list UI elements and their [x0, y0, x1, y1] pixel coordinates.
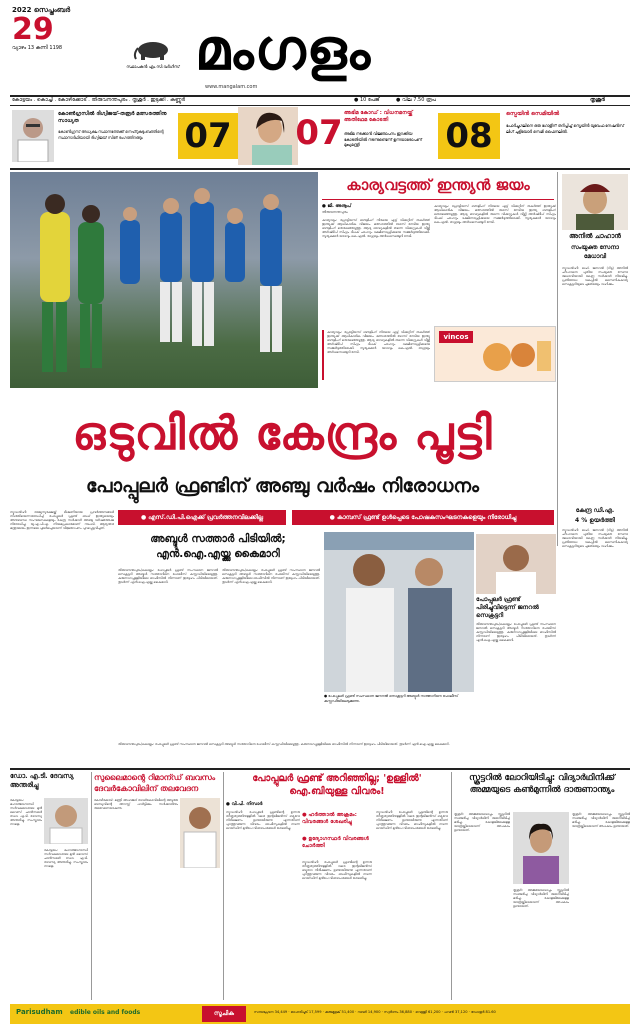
bottom-divider-3 [451, 772, 452, 1000]
lead-tag-1: ● എസ്.ഡി.പി.ഐക്ക് പ്രവർത്തനവിലക്കില്ല [118, 510, 286, 525]
general-body: ന്യൂഡൽഹി: ലഫ്. ജനറൽ (റിട്ട) അനിൽ ചൗഹാനെ പുതിയ സംയുക്ത സേനാ മേധാവിയായി കേന്ദ്ര സർക്കാർ നിയമിച്ചു. പ്രതിരോധ വകുപ്പിൽ സൈനികകാര്യ സെക്രട്ടറിയുടെ ചുമതലയും വഹിക്കും. [562, 266, 628, 286]
footer-index-label: സൂചിക [202, 1006, 246, 1022]
teaser-strip [10, 107, 630, 167]
editions: കോട്ടയം . കൊച്ചി . കോഴിക്കോട് . തിരുവനന്തപുരം . തൃശൂർ . ഇടുക്കി . കണ്ണൂർ [12, 97, 186, 103]
army-officer-icon [562, 174, 628, 230]
elephant-emblem-icon [133, 36, 173, 60]
general-portrait [562, 174, 628, 230]
bottom-s3-col3: ന്യൂഡൽഹി: പോപ്പുലർ ഫ്രണ്ടിന്റെ ഉന്നത നേതൃത്വത്തിനുള്ളിൽ വരെ ഇന്റലിജൻസ് ബ്യൂറോ നിരീക്ഷണം ഉണ്ടായിരുന്നു എന്നതാണ് പുറത്തുവരുന്ന വിവരം. ഓഫീസുകളിൽ നടന്ന റെയ്ഡിന് മുൻപേ വിശദാംശങ്ങൾ ശേഖരിച്ചു. [376, 810, 448, 830]
footer-tagline: edible oils and foods [70, 1009, 141, 1016]
politician-icon [180, 798, 220, 868]
sports-body-col2: കാര്യവട്ടം: പ്രോട്ടിയസ് ബൗളിംഗ് നിരയെ എട്ട് വിക്കറ്റിന് തകർത്ത് ഇന്ത്യക്ക് ആധികാരിക വിജയം. മത്സരത്തിൽ ടോസ് നേടിയ ഇന്ത്യ ബൗളിംഗ് തെരഞ്ഞെടുത്തു. ആദ്യ ഓവറുകളിൽ തന്നെ വിക്കറ്റുകൾ വീഴ്ത്തി അർഷ്ദീപ് സിംഗും ദീപക് ചാഹറും ദക്ഷിണാഫ്രിക്കയെ സമ്മർദ്ദത്തിലാക്കി. സൂര്യകുമാർ യാദവും കെ.എൽ. രാഹുലും അർധസെഞ്ചുറി നേടി. [434, 204, 556, 224]
sports-pullquote: കാര്യവട്ടം: പ്രോട്ടിയസ് ബൗളിംഗ് നിരയെ എട്ട് വിക്കറ്റിന് തകർത്ത് ഇന്ത്യക്ക് ആധികാരിക വിജയം. മത്സരത്തിൽ ടോസ് നേടിയ ഇന്ത്യ ബൗളിംഗ് തെരഞ്ഞെടുത്തു. ആദ്യ ഓവറുകളിൽ തന്നെ വിക്കറ്റുകൾ വീഴ്ത്തി അർഷ്ദീപ് സിംഗും ദീപക് ചാഹറും ദക്ഷിണാഫ്രിക്കയെ സമ്മർദ്ദത്തിലാക്കി. സൂര്യകുമാർ യാദവും കെ.എൽ. രാഹുലും അർധസെഞ്ചുറി നേടി. [322, 330, 430, 380]
arrest-photo [324, 532, 474, 692]
teaser-rule [10, 168, 630, 170]
column-divider [557, 172, 558, 546]
elderly-man-icon [44, 798, 88, 844]
teaser-3-page[interactable]: 08 [438, 113, 500, 159]
story2-continuation: തിരുവനന്തപുരം/കൊല്ലം: പോപ്പുലർ ഫ്രണ്ട് സംസ്ഥാന ജനറൽ സെക്രട്ടറി അബ്ദുൾ സത്താറിനെ പോലീസ് കസ്റ്റഡിയിലെടുത്തു. കരുനാഗപ്പള്ളിയിലെ ഓഫീസിൽ നിന്നാണ് ഇദ്ദേഹം പിടിയിലായത്. തുടർന്ന് എൻ.ഐ.എയ്ക്കു കൈമാറി. [118, 742, 450, 746]
bottom-rule [10, 768, 630, 770]
story2-col3: തിരുവനന്തപുരം/കൊല്ലം: പോപ്പുലർ ഫ്രണ്ട് സംസ്ഥാന ജനറൽ സെക്രട്ടറി അബ്ദുൾ സത്താറിനെ പോലീസ് കസ്റ്റഡിയിലെടുത്തു. കരുനാഗപ്പള്ളിയിലെ ഓഫീസിൽ നിന്നാണ് ഇദ്ദേഹം പിടിയിലായത്. തുടർന്ന് എൻ.ഐ.എയ്ക്കു കൈമാറി. [476, 622, 556, 642]
arrest-caption: ● പോപ്പുലർ ഫ്രണ്ട് സംസ്ഥാന ജനറൽ സെക്രട്ടറി അബ്ദുൾ സത്താറിനെ പോലീസ് കസ്റ്റഡിയിലെടുക്കുന്നു. [324, 694, 459, 703]
story2-col2: തിരുവനന്തപുരം/കൊല്ലം: പോപ്പുലർ ഫ്രണ്ട് സംസ്ഥാന ജനറൽ സെക്രട്ടറി അബ്ദുൾ സത്താറിനെ പോലീസ് കസ്റ്റഡിയിലെടുത്തു. കരുനാഗപ്പള്ളിയിലെ ഓഫീസിൽ നിന്നാണ് ഇദ്ദേഹം പിടിയിലായത്. തുടർന്ന് എൻ.ഐ.എയ്ക്കു കൈമാറി. [222, 568, 320, 584]
bottom-s1-body-2: കോട്ടയം: മഹാത്മാഗാന്ധി സർവകലാശാല മുൻ വൈസ് ചാൻസലർ ഡോ. എ.ടി. ദേവസ്യ അന്തരിച്ചു. സംസ്കാരം നാളെ. [44, 848, 88, 868]
teaser-2-page[interactable]: 07 [295, 113, 343, 153]
emblem-caption: സ്ഥാപകൻ എം.സി.വർഗീസ് [126, 64, 180, 69]
page-count: ● 10 പേജ് [354, 97, 380, 103]
sports-rule [322, 199, 554, 200]
bottom-divider-1 [91, 772, 92, 1000]
sattar-portrait [476, 534, 556, 594]
date-day: 29 [12, 12, 54, 47]
teaser-1-sub: കോൺഗ്രസ് അധ്യക്ഷ സ്ഥാനത്തേക്ക് നെഹ്റുകുടുംബത്തിന്റെ സ്ഥാനാർഥിയായി ദിഗ്വിജയ് സിങ് രംഗത്തിറങ്ങും [58, 129, 164, 140]
story2-headline[interactable]: അബ്ദുൾ സത്താർ പിടിയിൽ; എൻ.ഐ.എയ്ക്കു കൈമാറി [150, 533, 286, 560]
price: ● വില 7.50 രൂപ [396, 97, 436, 103]
accident-photo [513, 812, 569, 884]
da-sub: 4 % ഉയർത്തി [575, 517, 615, 524]
edition-rule [10, 105, 630, 106]
date-block [12, 6, 92, 51]
bottom-s3-byline: ● വി.പി. നിസാർ [226, 802, 263, 807]
bottom-s4-col1: തൃശൂർ: അമ്മയോടൊപ്പം സ്കൂട്ടറിൽ സഞ്ചരിച്ച വിദ്യാർഥിനി ലോറിയിടിച്ച് മരിച്ചു. കോളജിലേക്കുള്ള യാത്രയ്ക്കിടെയാണ് അപകടം ഉണ്ടായത്. [454, 812, 510, 832]
cricket-photo [10, 172, 318, 388]
bottom-s4-col3: തൃശൂർ: അമ്മയോടൊപ്പം സ്കൂട്ടറിൽ സഞ്ചരിച്ച വിദ്യാർഥിനി ലോറിയിടിച്ച് മരിച്ചു. കോളജിലേക്കുള്ള യാത്രയ്ക്കിടെയാണ് അപകടം ഉണ്ടായത്. [572, 812, 630, 828]
general-role: സംയുക്ത സേനാ മേധാവി [571, 244, 619, 260]
people-crowd-icon [324, 532, 474, 692]
bottom-divider-2 [223, 772, 224, 1000]
ad-brand: vincos [439, 331, 473, 343]
general-name[interactable]: അനിൽ ചാഹാൻ [569, 232, 621, 240]
teaser-1-head[interactable]: കോൺഗ്രസിൽ ദിഗ്വിജയ്-തരൂർ മത്സരത്തിനു സാധ്യത [58, 111, 167, 124]
bottom-s3-col1: ന്യൂഡൽഹി: പോപ്പുലർ ഫ്രണ്ടിന്റെ ഉന്നത നേതൃത്വത്തിനുള്ളിൽ വരെ ഇന്റലിജൻസ് ബ്യൂറോ നിരീക്ഷണം ഉണ്ടായിരുന്നു എന്നതാണ് പുറത്തുവരുന്ന വിവരം. ഓഫീസുകളിൽ നടന്ന റെയ്ഡിന് മുൻപേ വിശദാംശങ്ങൾ ശേഖരിച്ചു. [226, 810, 300, 830]
food-products-icon [479, 333, 553, 379]
bottom-s3-col2: ന്യൂഡൽഹി: പോപ്പുലർ ഫ്രണ്ടിന്റെ ഉന്നത നേതൃത്വത്തിനുള്ളിൽ വരെ ഇന്റലിജൻസ് ബ്യൂറോ നിരീക്ഷണം ഉണ്ടായിരുന്നു എന്നതാണ് പുറത്തുവരുന്ന വിവരം. ഓഫീസുകളിൽ നടന്ന റെയ്ഡിന് മുൻപേ വിശദാംശങ്ങൾ ശേഖരിച്ചു. [302, 860, 372, 880]
bottom-s3-pull2: ● ഉദ്യോഗസ്ഥർ വിവരങ്ങൾ ചോർത്തി [302, 836, 369, 849]
sports-body-col1: കാര്യവട്ടം: പ്രോട്ടിയസ് ബൗളിംഗ് നിരയെ എട്ട് വിക്കറ്റിന് തകർത്ത് ഇന്ത്യക്ക് ആധികാരിക വിജയം. മത്സരത്തിൽ ടോസ് നേടിയ ഇന്ത്യ ബൗളിംഗ് തെരഞ്ഞെടുത്തു. ആദ്യ ഓവറുകളിൽ തന്നെ വിക്കറ്റുകൾ വീഴ്ത്തി അർഷ്ദീപ് സിംഗും ദീപക് ചാഹറും ദക്ഷിണാഫ്രിക്കയെ സമ്മർദ്ദത്തിലാക്കി. സൂര്യകുമാർ യാദവും കെ.എൽ. രാഹുലും അർധസെഞ്ചുറി നേടി. [322, 218, 430, 238]
bottom-s4-col2: തൃശൂർ: അമ്മയോടൊപ്പം സ്കൂട്ടറിൽ സഞ്ചരിച്ച വിദ്യാർഥിനി ലോറിയിടിച്ച് മരിച്ചു. കോളജിലേക്കുള്ള യാത്രയ്ക്കിടെയാണ് അപകടം ഉണ്ടായത്. [513, 888, 569, 908]
story2-photo-label: പോപ്പുലർ ഫ്രണ്ട് പിരിച്ചുവിട്ടെന്ന് ജനറൽ സെക്രട്ടറി [476, 596, 539, 619]
young-woman-icon [513, 812, 569, 884]
date-month: 2022 സെപ്തംബർ [12, 6, 71, 14]
footer-brand[interactable]: Parisudham [16, 1008, 63, 1016]
story2-col1: തിരുവനന്തപുരം/കൊല്ലം: പോപ്പുലർ ഫ്രണ്ട് സംസ്ഥാന ജനറൽ സെക്രട്ടറി അബ്ദുൾ സത്താറിനെ പോലീസ് കസ്റ്റഡിയിലെടുത്തു. കരുനാഗപ്പള്ളിയിലെ ഓഫീസിൽ നിന്നാണ് ഇദ്ദേഹം പിടിയിലായത്. തുടർന്ന് എൻ.ഐ.എയ്ക്കു കൈമാറി. [118, 568, 218, 584]
bottom-s1-body: കോട്ടയം: മഹാത്മാഗാന്ധി സർവകലാശാല മുൻ വൈസ് ചാൻസലർ ഡോ. എ.ടി. ദേവസ്യ അന്തരിച്ചു. സംസ്കാരം നാളെ. [10, 798, 42, 826]
teaser-2-head[interactable]: അഭിമ കോഡ് : വിധനമനയ്ക്ക് അതിഥേമ കോടതി [344, 110, 413, 123]
bottom-s2-body: കോഴിക്കോട്: മന്ത്രി അഹമ്മദ് ദേവർകോവിലിന്റെ അടുത്ത ബന്ധുവിന്റെ അറസ്റ്റ് പാർട്ടിക്കും സർക്കാരിനും തലവേദനയാകുന്നു. [94, 798, 178, 810]
woman-portrait-icon [238, 107, 298, 165]
lead-subhead: പോപ്പുലർ ഫ്രണ്ടിന് അഞ്ചു വർഷം നിരോധനം [86, 475, 479, 497]
sports-byline-place: തിരുവനന്തപുരം [322, 210, 348, 214]
da-title[interactable]: കേന്ദ്ര ഡി.എ. [575, 507, 615, 514]
teaser-1-page[interactable]: 07 [178, 113, 238, 159]
sports-byline: ● ജി. അനൂപ് [322, 204, 352, 209]
newspaper-title: മംഗളം [195, 17, 372, 83]
bottom-s2-title[interactable]: സുലൈമാന്റെ റിമാന്ഡ് ബവസം ദേവർകോവിലിന് തലവേദന [94, 773, 216, 793]
teaser-portrait-1 [12, 110, 54, 162]
teaser-portrait-2 [238, 107, 298, 165]
bottom-s3-pull1: ● ഹർത്താൽ അക്രമം: വിവരങ്ങൾ ശേഖരിച്ചു [302, 812, 357, 825]
bottom-s4-title[interactable]: സ്കൂട്ടറിൽ ലോറിയിടിച്ചു: വിദ്യാർഥിനിക്ക് അമ്മയുടെ കൺമുന്നിൽ ദാരുണാന്ത്യം [469, 773, 615, 795]
vincos-ad[interactable] [434, 326, 556, 382]
man-portrait-icon [476, 534, 556, 594]
person-portrait-icon [12, 110, 54, 162]
cricket-players-icon [10, 172, 318, 388]
bottom-s3-title[interactable]: പോപ്പുലർ ഫ്രണ്ട് അറിഞ്ഞില്ല; 'ഉള്ളിൽ' ഐ.ബിയുള്ള വിവരം! [252, 773, 422, 797]
edition-city: തൃശൂർ [590, 97, 605, 103]
sports-headline[interactable]: കാര്യവട്ടത്ത് ഇന്ത്യൻ ജയം [346, 176, 530, 194]
minister-portrait [180, 798, 220, 868]
website[interactable]: www.mangalam.com [205, 84, 258, 90]
devasia-portrait [44, 798, 88, 844]
footer-bar [10, 1004, 630, 1024]
teaser-3-sub: പോർച്ചുഗലിനെ ഒരു ഗോളിന് തറിപ്പിച്ച് സ്പെയിൻ യുവേഫ നേഷൻസ് ലീഗ് ചുട്ടിയോർ സെമി ഫൈനലിൽ. [506, 123, 625, 134]
teaser-3-head[interactable]: സ്പെയിൻ സെമിയിൽ [506, 111, 560, 117]
date-weekday: വ്യാഴം 13 കന്നി 1198 [12, 45, 63, 51]
lead-body: ന്യൂഡൽഹി: രാജ്യസുരക്ഷയ്ക്ക് ഭീഷണിയായ പ്രവർത്തനങ്ങൾ നടത്തിയെന്നാരോപിച്ച് പോപ്പുലർ ഫ്രണ്ട് ഓഫ് ഇന്ത്യയെയും അനുബന്ധ സംഘടനകളെയും കേന്ദ്ര സർക്കാർ അഞ്ചു വർഷത്തേക്കു നിരോധിച്ചു. യു.എ.പി.എ. നിയമപ്രകാരമാണ് നടപടി. ആഭ്യന്തര മന്ത്രാലയം ഇന്നലെ പുലർച്ചെയാണ് വിജ്ഞാപനം പുറപ്പെടുവിച്ചത്. [10, 510, 114, 530]
footer-index: സമ്പദ്ഘടന 34,449 · ഓഹരിചൂട് 17,599 · കുരുമുളക് 51,400 · റബർ 14,900 · സ്വർണം 36,880 · വെള്ളി 61,200 · പവൻ 37,120 · ഡോളർ 81.60 [254, 1010, 496, 1014]
emblem [118, 36, 188, 69]
lead-headline[interactable]: ഒടുവിൽ കേന്ദ്രം പൂട്ടി [72, 406, 493, 460]
teaser-2-sub: അഭിമ നടക്കാൻ വിജ്ഞാപനം ഇറക്കിയ കോടതിയിൽ നടന്നുണ്ടെന്ന് ഉന്നയാരോപണ് മുഖ്യമന്ത്രി [344, 131, 422, 147]
da-body: ന്യൂഡൽഹി: ലഫ്. ജനറൽ (റിട്ട) അനിൽ ചൗഹാനെ പുതിയ സംയുക്ത സേനാ മേധാവിയായി കേന്ദ്ര സർക്കാർ നിയമിച്ചു. പ്രതിരോധ വകുപ്പിൽ സൈനികകാര്യ സെക്രട്ടറിയുടെ ചുമതലയും വഹിക്കും. [562, 528, 628, 548]
bottom-s1-title[interactable]: ഡോ. എ.ടി. ദേവസ്യ അന്തരിച്ചു [10, 772, 74, 789]
lead-tag-2: ● കാമ്പസ് ഫ്രണ്ട് ഉൾപ്പെടെ പോഷകസംഘടനകളെയും നിരോധിച്ചു [292, 510, 554, 525]
